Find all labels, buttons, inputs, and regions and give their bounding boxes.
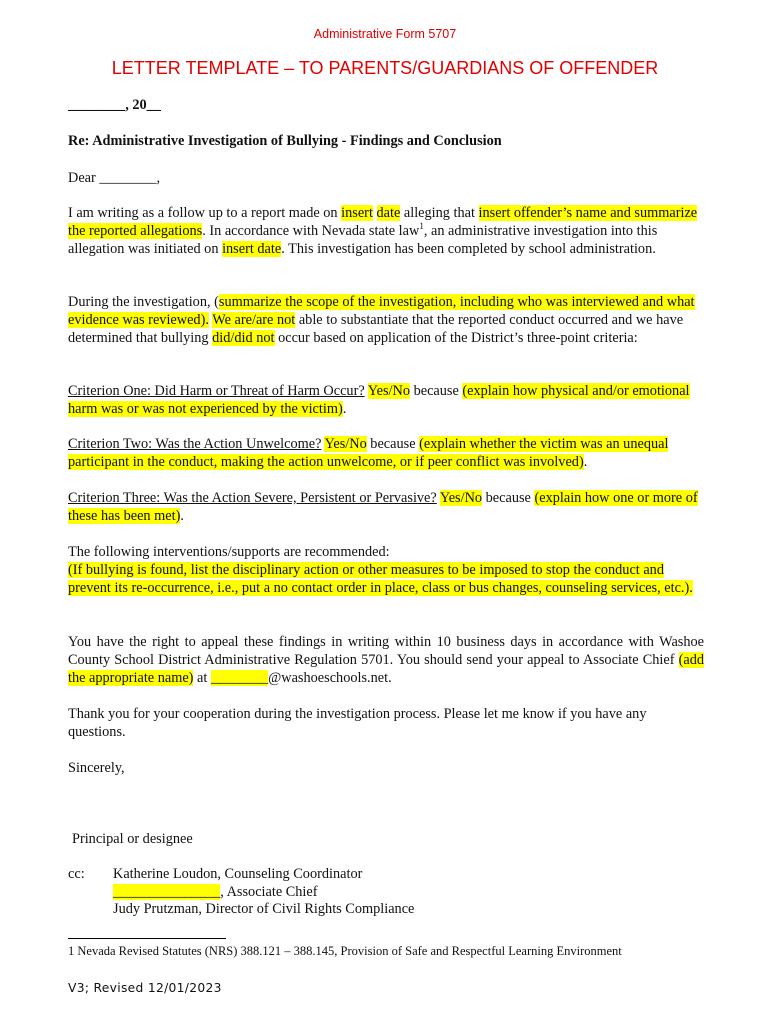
text: able to substantiate that the reported conduct occurred and we have determined that bullying xyxy=(68,312,684,346)
placeholder-insert-date: insert date xyxy=(222,241,282,257)
cc-recipient: Katherine Loudon, Counseling Coordinator xyxy=(113,866,363,882)
closing: Sincerely, xyxy=(68,760,125,776)
subject-line: Re: Administrative Investigation of Bullying - Findings and Conclusion xyxy=(68,133,502,149)
cc-recipient: Judy Prutzman, Director of Civil Rights Compliance xyxy=(113,901,415,917)
date-line: ________, 20__ xyxy=(68,97,161,113)
criterion-one xyxy=(68,382,704,418)
text: . xyxy=(583,454,588,470)
signature-line: Principal or designee xyxy=(72,831,193,847)
placeholder-interventions: (If bullying is found, list the disciplinary action or other measures to be imposed to stop the conduct and prevent its re-occurrence, i.e., put a no contact order in place, class or bus changes, counseling services, etc.). xyxy=(68,562,693,596)
cc-recipients xyxy=(113,866,673,919)
text: . xyxy=(342,401,347,417)
criterion-label: Criterion Two: Was the Action Unwelcome? xyxy=(68,436,322,452)
criterion-label: Criterion One: Did Harm or Threat of Harm Occur? xyxy=(68,383,365,399)
form-number-label: Administrative Form 5707 xyxy=(313,27,457,41)
footnote-divider xyxy=(68,938,226,939)
text xyxy=(373,205,377,221)
paragraph-report xyxy=(68,204,704,258)
placeholder-date: date xyxy=(376,205,401,221)
text: at xyxy=(193,670,211,686)
text: alleging that xyxy=(400,205,479,221)
text: . xyxy=(180,508,184,524)
text: . This investigation has been completed by school administration. xyxy=(281,241,656,257)
text: I am writing as a follow up to a report made on xyxy=(68,205,342,221)
text: occur based on application of the District’s three-point criteria: xyxy=(274,330,638,346)
placeholder-associate-chief: (add the appropriate name) xyxy=(68,652,704,686)
text: , an administrative investigation into this allegation was initiated on xyxy=(68,223,658,257)
cc-block xyxy=(68,866,688,926)
placeholder-offender-allegations: insert offender’s name and summarize the reported allegations xyxy=(68,205,698,239)
placeholder-explain: (explain whether the victim was an unequal participant in the conduct, making the action unwelcome, or if peer conflict was involved) xyxy=(68,436,669,470)
criterion-three xyxy=(68,489,704,525)
placeholder-yes-no: Yes/No xyxy=(324,436,367,452)
text: , Associate Chief xyxy=(220,883,318,900)
text: You have the right to appeal these findings in writing within 10 business days in accordance with Washoe County School District Administrative Regulation 5701. You should send your appeal to Associate Chief xyxy=(68,634,704,668)
placeholder-we-are: We are/are not xyxy=(212,312,296,328)
footnote-reference: 1 xyxy=(419,221,424,232)
placeholder-explain: (explain how one or more of these has been met) xyxy=(68,490,698,524)
placeholder-associate-chief-blank: _______________ xyxy=(113,883,221,900)
paragraph-investigation xyxy=(68,293,704,347)
placeholder-yes-no: Yes/No xyxy=(367,383,410,399)
version-footer: V3; Revised 12/01/2023 xyxy=(68,981,222,995)
document-title: LETTER TEMPLATE – TO PARENTS/GUARDIANS OF OFFENDER xyxy=(111,58,659,78)
salutation: Dear ________, xyxy=(68,170,161,186)
criterion-label: Criterion Three: Was the Action Severe, Persistent or Pervasive? xyxy=(68,490,437,506)
placeholder-email-blank: ________ xyxy=(210,670,269,686)
cc-label: cc: xyxy=(68,866,85,882)
criterion-two xyxy=(68,435,704,471)
interventions-instruction xyxy=(68,561,704,597)
text: because xyxy=(482,490,535,506)
interventions-intro: The following interventions/supports are recommended: xyxy=(68,544,390,560)
paragraph-appeal xyxy=(68,633,704,687)
text: because xyxy=(366,436,420,452)
email-domain: @washoeschools.net. xyxy=(268,670,392,686)
placeholder-did: did/did not xyxy=(212,330,275,346)
paragraph-thanks: Thank you for your cooperation during the investigation process. Please let me know if you have any questions. xyxy=(68,706,647,740)
text: . In accordance with Nevada state law xyxy=(202,223,420,239)
footnote: 1 Nevada Revised Statutes (NRS) 388.121 – 388.145, Provision of Safe and Respectful Learning Environment xyxy=(68,944,622,958)
placeholder-scope: summarize the scope of the investigation, including who was interviewed and what evidence was reviewed). xyxy=(68,294,695,328)
placeholder-insert: insert xyxy=(341,205,373,221)
placeholder-yes-no: Yes/No xyxy=(439,490,483,506)
text: because xyxy=(410,383,463,399)
text: During the investigation, ( xyxy=(68,294,219,310)
cc-recipient xyxy=(113,884,673,902)
placeholder-explain: (explain how physical and/or emotional harm was or was not experienced by the victim) xyxy=(68,383,690,417)
